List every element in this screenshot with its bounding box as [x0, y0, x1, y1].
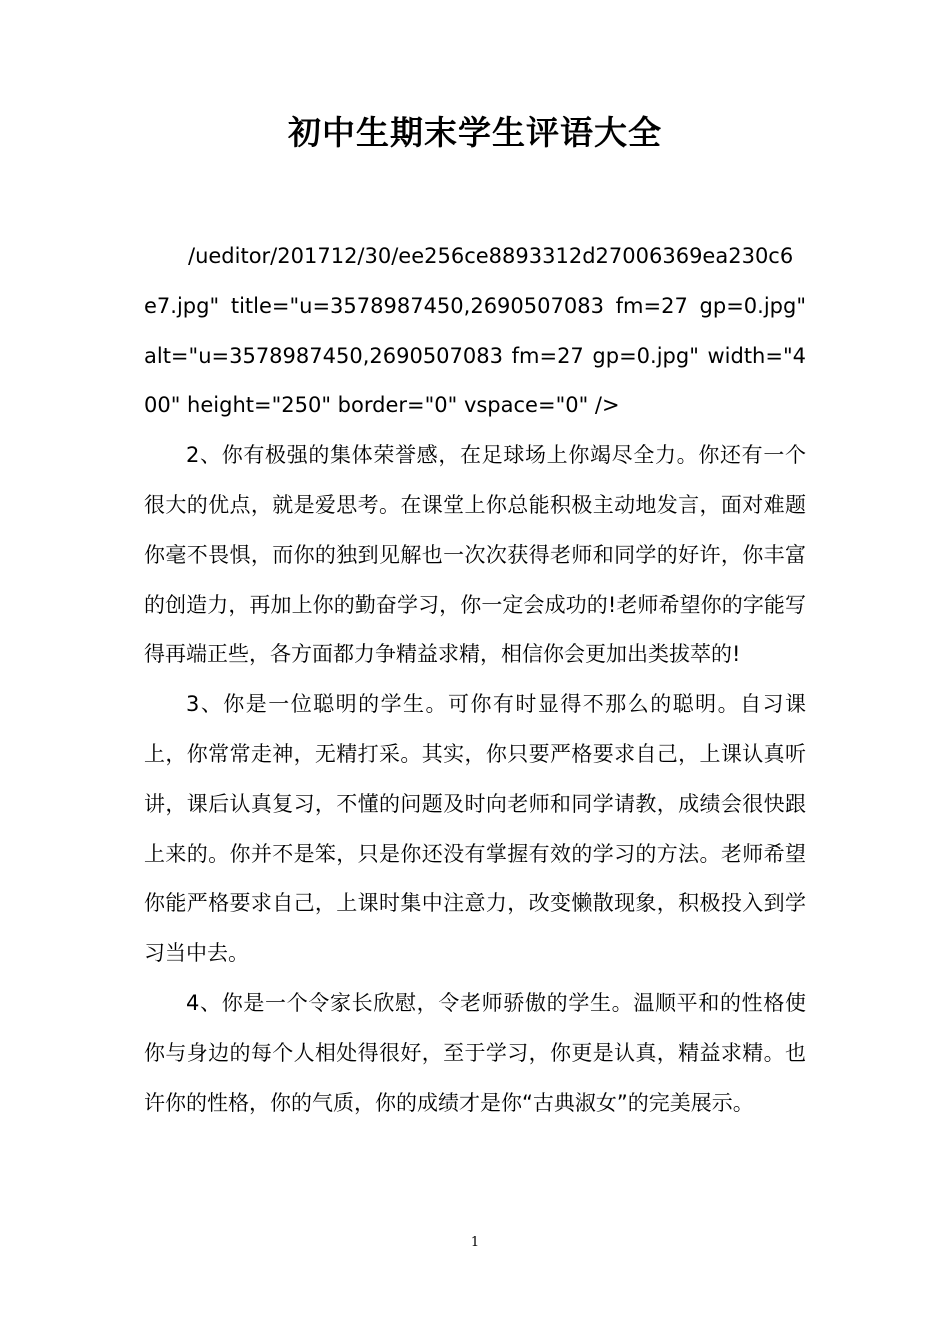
- paragraph-comment-2: 2、你有极强的集体荣誉感，在足球场上你竭尽全力。你还有一个很大的优点，就是爱思考。在课堂上你总能积极主动地发言，面对难题你毫不畏惧，而你的独到见解也一次次获得老师和同学的好许，你丰富的创造力，再加上你的勤奋学习，你一定会成功的!老师希望你的字能写得再端正些，各方面都力争精益求精，相信你会更加出类拔萃的!: [144, 443, 806, 667]
- page-number: 1: [470, 1235, 480, 1250]
- paragraph-comment-3: 3、你是一位聪明的学生。可你有时显得不那么的聪明。自习课上，你常常走神，无精打采。其实，你只要严格要求自己，上课认真听讲，课后认真复习，不懂的问题及时向老师和同学请教，成绩会很快跟上来的。你并不是笨，只是你还没有掌握有效的学习的方法。老师希望你能严格要求自己，上课时集中注意力，改变懒散现象，积极投入到学习当中去。: [144, 692, 806, 966]
- document-title: 初中生期末学生评语大全: [288, 113, 662, 152]
- paragraph-comment-4: 4、你是一个令家长欣慰，令老师骄傲的学生。温顺平和的性格使你与身边的每个人相处得很好，至于学习，你更是认真，精益求精。也许你的性格，你的气质，你的成绩才是你“古典淑女”的完美展示。: [144, 990, 806, 1115]
- document-body: [144, 232, 806, 1128]
- paragraph-image-markup: /ueditor/201712/30/ee256ce8893312d27006369ea230c6e7.jpg" title="u=3578987450,2690507083 fm=27 gp=0.jpg" alt="u=3578987450,2690507083 fm=27 gp=0.jpg" width="400" height="250" border="0" vspace="0" />: [144, 244, 806, 418]
